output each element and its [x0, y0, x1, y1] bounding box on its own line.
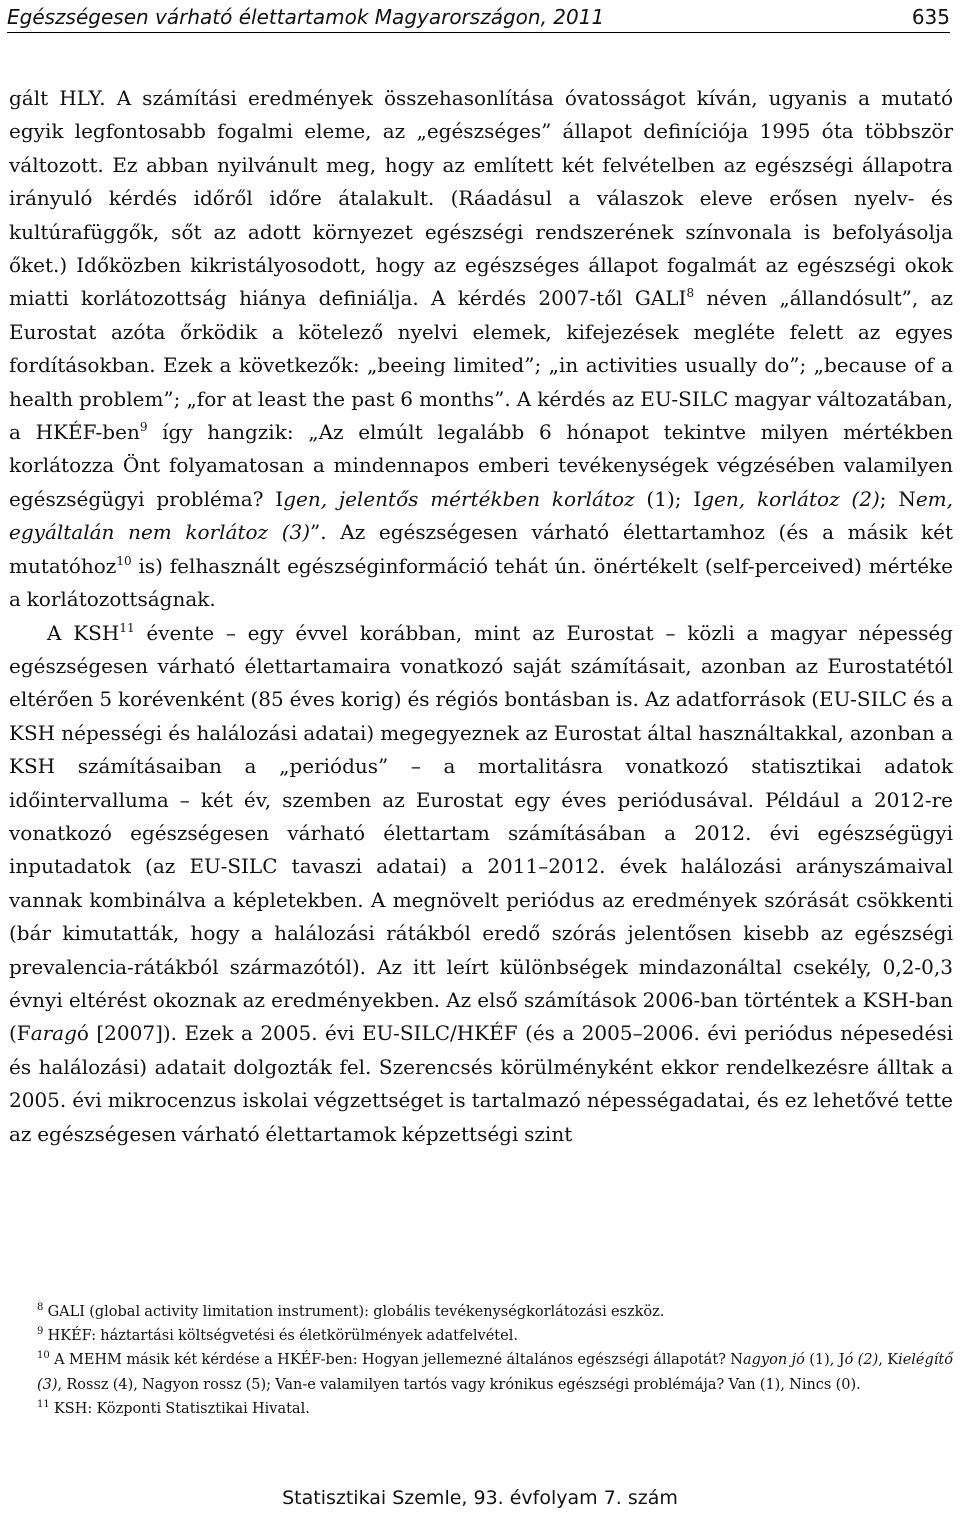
text-run: néven „állandósult”, az Eurostat azóta őrködik a kötelező nyelvi elemek, kifejezések megléte felett az egyes fordításokban. Ezek a következők: „beeing limited”; „in activities usually do”; „because of a health problem”; „for at least the past 6 months”. A kérdés az EU-SILC magyar változatában, a HKÉF-ben: [9, 286, 953, 445]
text-run: ; N: [879, 486, 916, 511]
italic-run: gen, jelentős mértékben korlátoz: [283, 486, 635, 511]
footnote-11: [9, 1397, 953, 1421]
footnote-text: HKÉF: háztartási költségvetési és életkörülmények adatfelvétel.: [47, 1328, 518, 1345]
footnote-ref-11: 11: [119, 620, 135, 635]
footnote-text: , Rossz (4), Nagyon rossz (5); Van-e valamilyen tartós vagy krónikus egészségi problémája? Van (1), Nincs (0).: [57, 1376, 861, 1393]
running-footer: Statisztikai Szemle, 93. évfolyam 7. szám: [282, 1487, 678, 1509]
footnote-text: GALI (global activity limitation instrument): globális tevékenységkorlátozási eszköz.: [47, 1304, 665, 1320]
paragraph-2: [9, 617, 953, 1152]
footnote-ref-10: 10: [116, 553, 132, 568]
italic-run: gen, korlátoz (2): [701, 486, 880, 511]
footnote-italic: ó (2): [844, 1352, 879, 1369]
page-number: 635: [911, 5, 950, 29]
footnote-8: [9, 1300, 953, 1324]
running-header-title: Egészségesen várható élettartamok Magyarországon, 2011: [7, 5, 605, 29]
footnote-10: [9, 1348, 953, 1396]
text-run: A KSH: [47, 620, 120, 645]
text-run: gált HLY. A számítási eredmények összehasonlítása óvatosságot kíván, ugyanis a mutató egyik legfontosabb fogalmi eleme, az „egészséges” állapot definíciója 1995 óta többször változott. Ez abban nyilvánult meg, hogy az említett két felvételben az egészségi állapotra irányuló kérdés időről időre átalakult. (Ráadásul a válaszok eleve erősen nyelv- és kultúrafüggők, sőt az adott környezet egészségi rendszerének színvonala is befolyásolja őket.) Időközben kikristályosodott, hogy az egészséges állapot fogalmát az egészségi okok miatti korlátozottság hiánya definiálja. A kérdés 2007-től GALI: [9, 86, 953, 311]
text-run: (1); I: [634, 486, 702, 511]
text-run: ó [2007]). Ezek a 2005. évi EU-SILC/HKÉF (és a 2005–2006. évi periódus népesedési és halálozási) adatait dolgozták fel. Szerencsés körülményként ekkor rendelkezésre álltak a 2005. évi mikrocenzus iskolai végzettséget is tartalmazó népességadatai, és ez lehetővé tette az egészségesen várható élettartamok képzettségi szint: [9, 1021, 953, 1146]
footnote-ref-8: 8: [686, 286, 695, 301]
footnote-number: 10: [37, 1350, 50, 1362]
footnote-italic: agyon jó: [743, 1352, 805, 1369]
body-text: [9, 82, 953, 1151]
footnote-9: [9, 1324, 953, 1348]
text-run: is) felhasznált egészséginformáció tehát ún. önértékelt (self-perceived) mértéke a korlátozottságnak.: [9, 553, 953, 612]
running-header: [7, 2, 950, 33]
footnote-number: 9: [37, 1326, 44, 1338]
footnote-text: , K: [878, 1352, 899, 1369]
footnote-text: (1), J: [804, 1352, 845, 1369]
text-run: ”. Az egészségesen várható élettartamhoz (és a másik két mutatóhoz: [9, 520, 953, 578]
footnote-text: KSH: Központi Statisztikai Hivatal.: [53, 1400, 310, 1417]
footnote-italic: ielégítő (3): [37, 1352, 953, 1393]
italic-run: em, egyáltalán nem korlátoz (3): [9, 486, 954, 545]
paragraph-1: [9, 82, 953, 617]
italic-run: arag: [30, 1021, 77, 1046]
text-run: így hangzik: „Az elmúlt legalább 6 hónapot tekintve milyen mértékben korlátozza Önt folyamatosan a mindennapos emberi tevékenységek végzésében valamilyen egészségügyi probléma? I: [9, 420, 953, 511]
footnote-text: A MEHM másik két kérdése a HKÉF-ben: Hogyan jellemezné általános egészségi állapotát? N: [54, 1352, 743, 1369]
text-run: évente – egy évvel korábban, mint az Eurostat – közli a magyar népesség egészségesen várható élettartamaira vonatkozó saját számításait, azonban az Eurostatétól eltérően 5 korévenként (85 éves korig) és régiós bontásban is. Az adatforrások (EU-SILC és a KSH népességi és halálozási adatai) megegyeznek az Eurostat által használtakkal, azonban a KSH számításaiban a „periódus” – a mortalitásra vonatkozó statisztikai adatok időintervalluma – két év, szemben az Eurostat egy éves periódusával. Például a 2012-re vonatkozó egészségesen várható élettartam számításában a 2012. évi egészségügyi inputadatok (az EU-SILC tavaszi adatai) a 2011–2012. évek halálozási arányszámaival vannak kombinálva a képletekben. A megnövelt periódus az eredmények szórását csökkenti (bár kimutatták, hogy a halálozási rátákból eredő szórás jelentősen kisebb az egészségi prevalencia-rátákból származótól). Az itt leírt különbségek mindazonáltal csekély, 0,2-0,3 évnyi eltérést okoznak az eredményekben. Az első számítások 2006-ban történtek a KSH-ban (F: [9, 620, 953, 1046]
footnote-number: 8: [37, 1302, 44, 1313]
footnote-ref-9: 9: [139, 420, 148, 435]
footnotes: [9, 1300, 953, 1421]
footnote-number: 11: [37, 1398, 50, 1410]
